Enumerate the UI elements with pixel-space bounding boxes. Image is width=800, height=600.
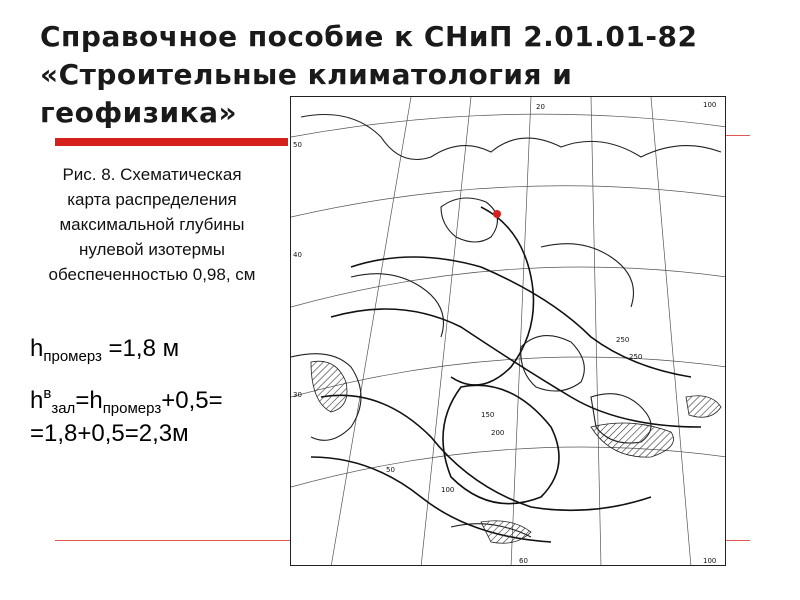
- map-graticule: [291, 97, 726, 566]
- formula-result: =1,8+0,5=2,3м: [30, 420, 189, 447]
- map-label-top: 20: [536, 103, 545, 111]
- isoline-label-200: 200: [491, 429, 505, 437]
- map-label-left-1: 50: [293, 141, 302, 149]
- decor-line-bottom-left: [55, 540, 290, 541]
- map-isolines: [311, 207, 701, 542]
- isoline-label-250b: 250: [629, 353, 643, 361]
- map-label-right-top: 100: [703, 101, 717, 109]
- caption-line-4: нулевой изотермы: [79, 240, 225, 259]
- caption-line-1: Рис. 8. Схематическая: [62, 165, 242, 184]
- isoline-label-100: 100: [441, 486, 455, 494]
- title-accent-bar: [55, 138, 288, 146]
- location-marker: [493, 210, 501, 218]
- decor-line-top: [726, 135, 750, 136]
- figure-caption: [12, 162, 292, 287]
- map-coastlines: [291, 115, 721, 538]
- map-label-bottom-1: 60: [519, 557, 528, 565]
- map-label-bottom-2: 100: [703, 557, 717, 565]
- isoline-label-50: 50: [386, 466, 395, 474]
- map-svg: [291, 97, 726, 566]
- caption-line-2: карта распределения: [67, 190, 237, 209]
- caption-line-5: обеспеченностью 0,98, см: [48, 265, 256, 284]
- map-label-left-3: 30: [293, 391, 302, 399]
- title-line-2: «Строительные климатология и: [40, 58, 573, 91]
- decor-line-bottom-right: [726, 540, 750, 541]
- map-label-left-2: 40: [293, 251, 302, 259]
- isotherm-map: [290, 96, 726, 566]
- title-line-3: геофизика»: [40, 96, 238, 129]
- caption-line-3: максимальной глубины: [59, 215, 245, 234]
- formula-burial-depth: $h^в_{зал}=h_{промерз}+0,5=$: [30, 385, 223, 417]
- title-line-1: Справочное пособие к СНиП 2.01.01-82: [40, 20, 698, 53]
- formula-frost-depth: $h_{промерз} =1,8$ м: [30, 335, 180, 365]
- isoline-label-250a: 250: [616, 336, 630, 344]
- isoline-label-150: 150: [481, 411, 495, 419]
